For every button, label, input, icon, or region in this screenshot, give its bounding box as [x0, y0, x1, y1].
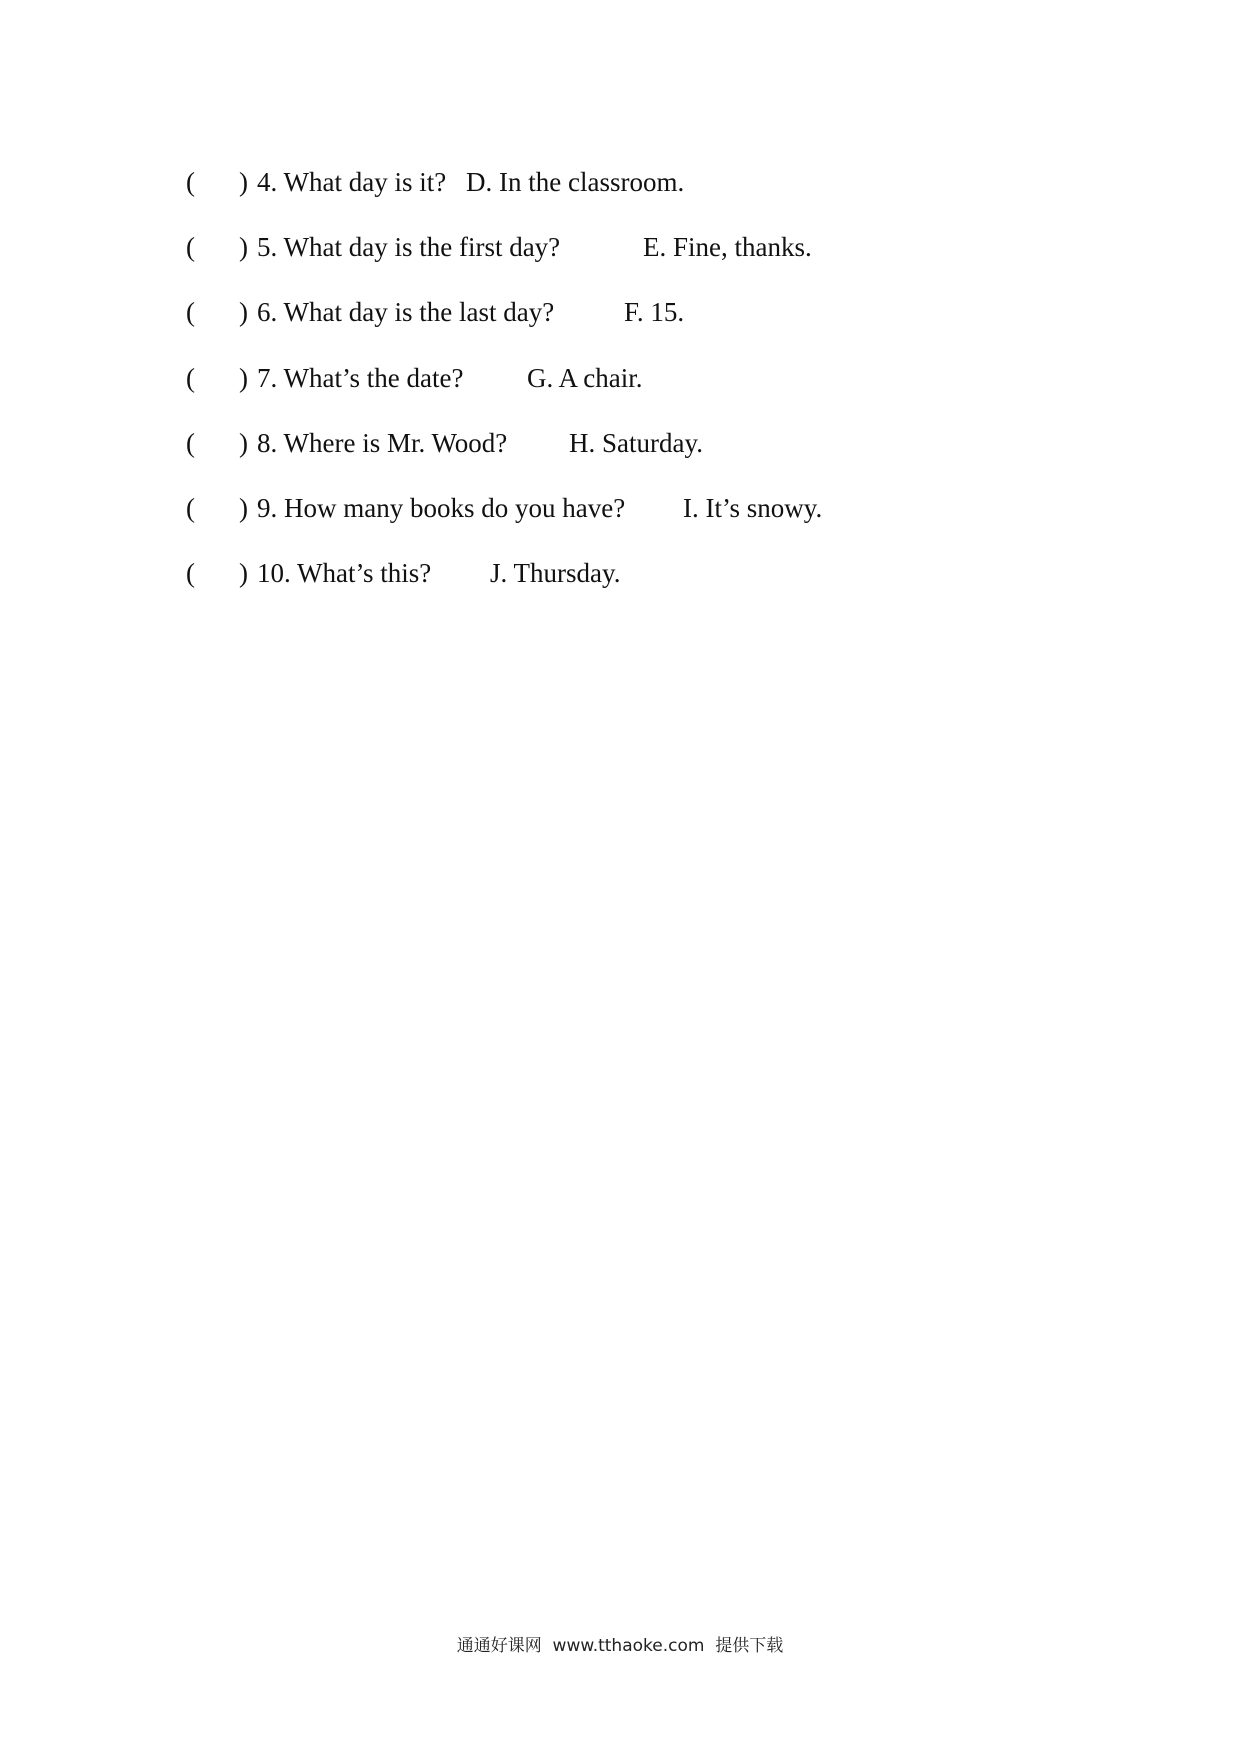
answer-blank-close: ): [239, 362, 248, 393]
question-text: 4. What day is it?: [257, 167, 447, 197]
answer-blank-open: (: [186, 167, 195, 197]
question-text: 9. How many books do you have?: [257, 492, 626, 523]
answer-blank-close: ): [239, 492, 248, 523]
question-text: 10. What’s this?: [257, 558, 432, 589]
answer-blank-open: (: [186, 232, 195, 263]
question-text: 7. What’s the date?: [257, 362, 464, 393]
answer-blank-close: ): [239, 558, 248, 589]
answer-blank-close: ): [239, 167, 248, 197]
answer-blank-close: ): [239, 232, 248, 263]
exercise-item: [186, 555, 1086, 620]
answer-option: H. Saturday.: [569, 427, 703, 458]
exercise-item: [186, 164, 1086, 229]
answer-blank-open: (: [186, 558, 195, 589]
exercise-item: [186, 294, 1086, 359]
answer-option: I. It’s snowy.: [683, 492, 823, 523]
answer-blank-close: ): [239, 427, 248, 458]
answer-blank-open: (: [186, 427, 195, 458]
question-text: 6. What day is the last day?: [257, 297, 555, 328]
answer-option: F. 15.: [624, 297, 685, 328]
answer-blank-close: ): [239, 297, 248, 328]
page-footer-source-note: 通通好课网 www.tthaoke.com 提供下载: [456, 1636, 784, 1656]
answer-blank-open: (: [186, 362, 195, 393]
answer-option: E. Fine, thanks.: [643, 232, 812, 263]
exercise-item: [186, 229, 1086, 294]
answer-blank-open: (: [186, 492, 195, 523]
question-text: 8. Where is Mr. Wood?: [257, 427, 508, 458]
matching-exercise-list: [186, 164, 1086, 620]
answer-option: D. In the classroom.: [466, 167, 685, 197]
exercise-item: [186, 425, 1086, 490]
answer-blank-open: (: [186, 297, 195, 328]
answer-option: J. Thursday.: [490, 558, 621, 589]
answer-option: G. A chair.: [527, 362, 643, 393]
question-text: 5. What day is the first day?: [257, 232, 561, 263]
exercise-item: [186, 360, 1086, 425]
exercise-item: [186, 490, 1086, 555]
